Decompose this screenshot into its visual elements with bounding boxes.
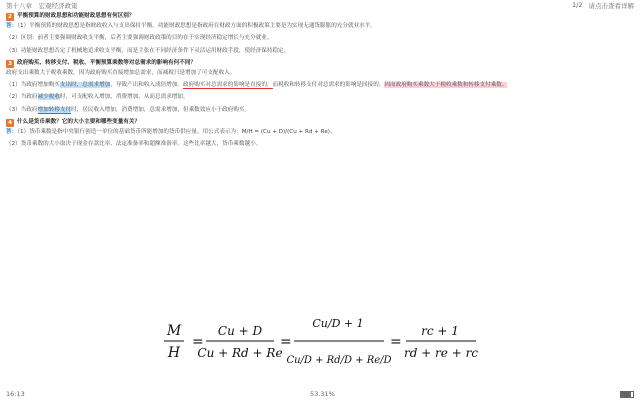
formula-eq: = [280,334,292,350]
question-3 [6,118,634,127]
battery-icon [620,391,634,398]
question-title: 什么是货币乘数？它的大小主要和哪些变量有关？ [17,118,141,125]
formula-f1-num: Cu + D [217,324,263,338]
formula-f2-num: Cu/D + 1 [312,317,364,330]
chapter-title: 第十八章 宏观经济政策 [6,1,78,10]
page-indicator: 1/2 [572,0,583,9]
question-2 [6,59,634,68]
formula-f2-den: Cu/D + Rd/D + Re/D [286,355,392,366]
formula-eq: = [390,334,402,350]
question-title: 平衡预算的财政思想和功能财政思想有何区别？ [17,13,135,19]
highlight-red[interactable]: 因而政府购买乘数大于税收乘数和转移支付乘数。 [384,82,508,89]
highlight-blue[interactable]: 支出时，总需求增加 [59,82,111,89]
formula-f3-num: rc + 1 [421,324,459,338]
underline-red[interactable]: 政府购买对总需求的影响是直接的， [183,82,273,89]
question-title: 政府购买、转移支付、税收、平衡预算乘数等对总需求的影响有何不同？ [17,59,197,66]
formula-lhs-num: M [166,323,182,339]
answer-paragraph: 答：（1）货币乘数是指中央银行创造一单位的基础货币所能增加的货币供应量。用公式表示为：M/H = (Cu + D)/(Cu + Rd + Re)。 [6,129,336,136]
formula-lhs-den: H [167,345,181,361]
answer-paragraph: （2）区别：前者主要强调财政收支平衡，后者主要强调财政政策的目的在于实现经济稳定增长与充分就业。 [6,35,273,42]
status-bar [0,388,640,400]
question-number-badge: 2 [6,13,14,21]
question-number-badge: 4 [6,119,14,127]
highlight-blue[interactable]: 减少税收 [37,94,60,101]
formula-eq: = [192,334,204,350]
answer-paragraph: 政府支出乘数大于税收乘数，因为政府购买直接增加总需求，而减税只是增加了可支配收入。 [6,70,236,77]
clock: 16:13 [6,390,25,398]
answer-paragraph: （3）当政府增加转移支付时，居民收入增加，消费增加，总需求增加，但乘数效应小于政府购买。 [6,106,251,113]
question-1 [6,12,634,21]
highlight-blue[interactable]: 增加转移支付 [37,106,72,113]
answer-paragraph: （3）功能财政思想否定了机械地追求收支平衡，而是主张在不同经济条件下灵活运用财政手段，使经济保持稳定。 [6,47,290,54]
question-number-badge: 3 [6,60,14,68]
top-bar [0,0,640,10]
answer-paragraph: （1）当政府增加购买支出时，总需求增加，导致产出和收入成倍增加。政府购买对总需求的影响是直接的，而税收和转移支付对总需求的影响是间接的。因而政府购买乘数大于税收乘数和转移支付乘数。 [6,82,508,89]
formula-svg [160,303,480,383]
view-details-link[interactable]: 请点击查看详解 [588,1,634,10]
answer-paragraph: （2）当政府减少税收时，可支配收入增加，消费增加，从而总需求增加。 [6,94,189,101]
formula-f3-den: rd + re + rc [403,346,479,360]
formula-f1-den: Cu + Rd + Re [197,346,283,360]
money-multiplier-formula [160,303,480,383]
answer-paragraph: （2）货币乘数的大小取决于现金存款比率、法定准备率和超额准备率。这些比率越大，货币乘数越小。 [6,141,262,148]
reading-progress: 53.31% [309,390,335,398]
answer-paragraph: 答：（1）平衡预算的财政思想是指财政收入与支出保持平衡。功能财政思想是指政府在财政方面的积极政策主要是为实现无通货膨胀的充分就业水平。 [6,23,376,30]
